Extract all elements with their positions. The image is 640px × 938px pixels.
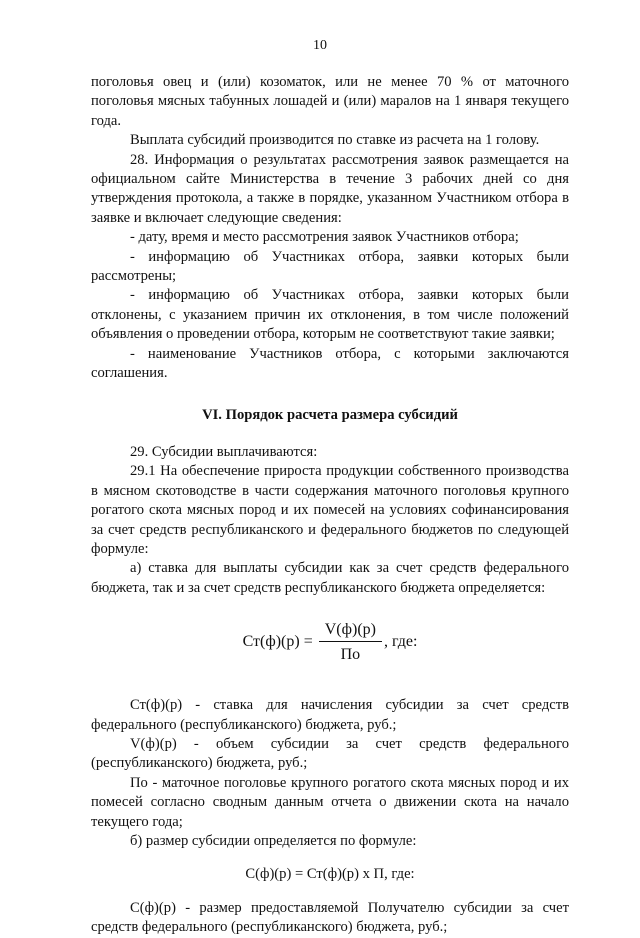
paragraph: 28. Информация о результатах рассмотрения заявок размещается на официальном сайте Министерства в течение 3 рабочих дней со дня утверждения протокола, а также в порядке, указанном Участником отбора в заявке и включает следующие сведения: [91, 151, 569, 226]
paragraph: - информацию об Участниках отбора, заявки которых были отклонены, с указанием причин их отклонения, в том числе положений объявления о проведении отбора, которым не соответствуют такие заявки; [91, 287, 569, 343]
paragraphs-definitions [91, 696, 569, 851]
document-body [91, 73, 569, 938]
paragraphs-mid [91, 443, 569, 598]
rate-formula-lhs: Ст(ф)(р) = [242, 633, 313, 651]
paragraph: - наименование Участников отбора, с которыми заключаются соглашения. [91, 345, 569, 382]
paragraph: V(ф)(р) - объем субсидии за счет средств федерального (республиканского) бюджета, руб.; [91, 735, 569, 772]
paragraphs-top [91, 73, 569, 384]
section-heading: VI. Порядок расчета размера субсидий [202, 406, 458, 423]
paragraph: - информацию об Участниках отбора, заявки которых были рассмотрены; [91, 248, 569, 285]
paragraph: - дату, время и место рассмотрения заявок Участников отбора; [130, 229, 519, 246]
subsidy-formula: С(ф)(р) = Ст(ф)(р) х П, где: [245, 866, 415, 883]
page-number: 10 [313, 38, 327, 53]
paragraph: 29.1 На обеспечение прироста продукции собственного производства в мясном скотоводстве в части содержания маточного поголовья крупного рогатого скота мясных пород и их помесей на условиях софинансирования за счет средств республиканского и федерального бюджетов по следующей формуле: [91, 463, 569, 557]
paragraph: 29. Субсидии выплачиваются: [130, 443, 318, 460]
rate-formula-suffix: , где: [383, 633, 418, 651]
rate-formula-denominator: По [340, 646, 361, 664]
paragraph: По - маточное поголовье крупного рогатого скота мясных пород и их помесей согласно сводным данным отчета о движении скота на начало текущего года; [91, 774, 569, 830]
paragraph: Ст(ф)(р) - ставка для начисления субсидии за счет средств федерального (республиканского) бюджета, руб.; [91, 697, 569, 733]
rate-formula [91, 604, 569, 680]
paragraph: поголовья овец и (или) козоматок, или не менее 70 % от маточного поголовья мясных табунных лошадей и (или) маралов на 1 января текущего года. [91, 74, 569, 129]
paragraph: а) ставка для выплаты субсидии как за счет средств федерального бюджета, так и за счет средств республиканского бюджета определяется: [91, 560, 569, 596]
paragraph: С(ф)(р) - размер предоставляемой Получателю субсидии за счет средств федерального (республиканского) бюджета, руб.; [91, 899, 569, 936]
rate-formula-fraction [319, 620, 382, 665]
rate-formula-numerator: V(ф)(р) [319, 620, 382, 642]
paragraph: б) размер субсидии определяется по формуле: [130, 833, 417, 849]
paragraph: Выплата субсидий производится по ставке из расчета на 1 голову. [130, 132, 540, 149]
